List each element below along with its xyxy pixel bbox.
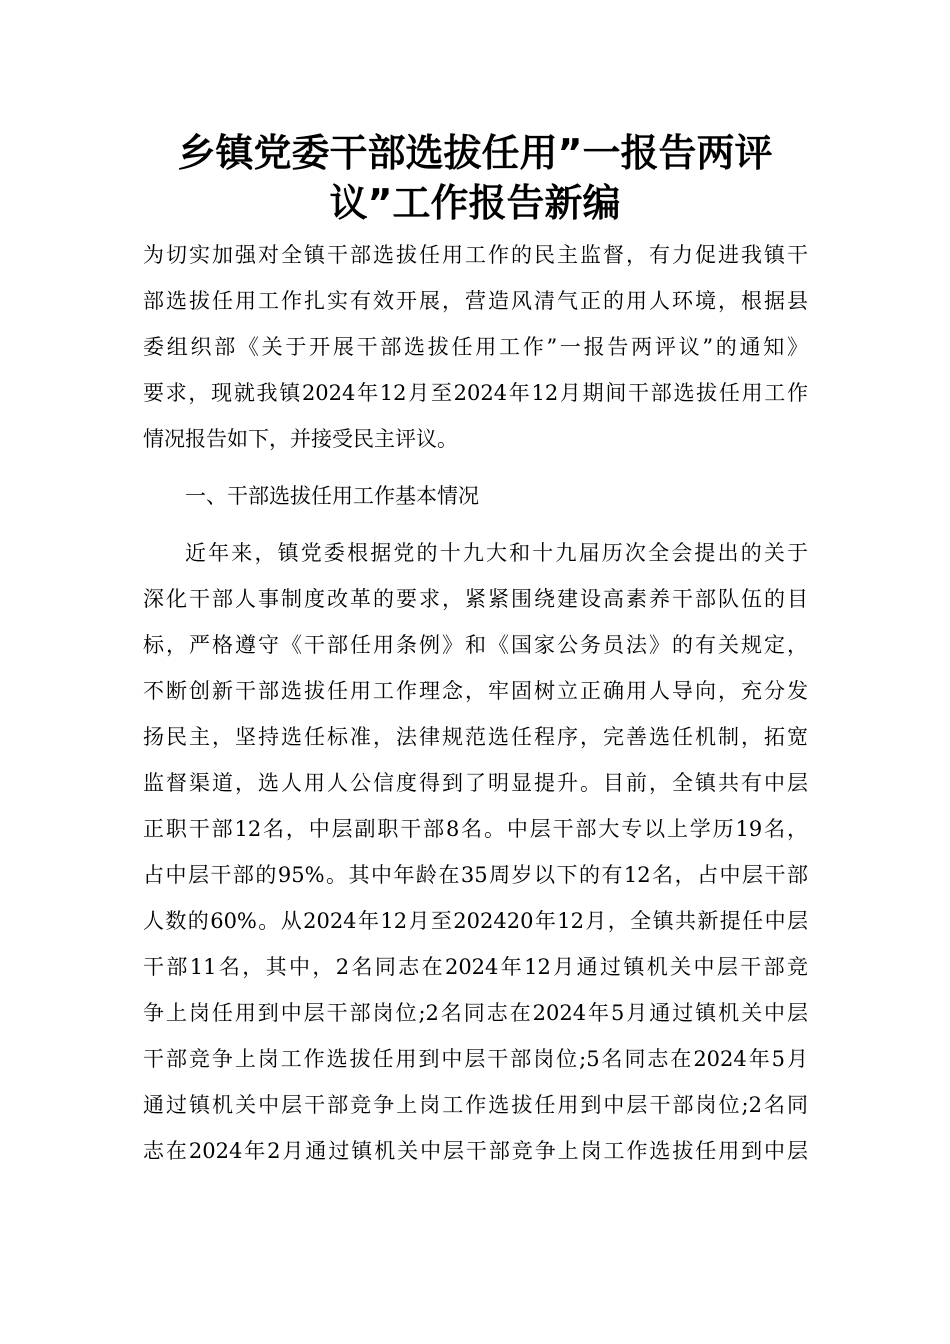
text-line: 深化干部人事制度改革的要求，紧紧围绕建设高素养干部队伍的目 [143,587,808,611]
paragraph-gap [143,462,808,473]
text-line: 正职干部12名，中层副职干部8名。中层干部大专以上学历19名， [143,817,808,841]
text-line: 人数的60%。从2024年12月至202420年12月，全镇共新提任中层 [143,909,808,933]
text-line: 占中层干部的95%。其中年龄在35周岁以下的有12名，占中层干部 [143,863,808,887]
paragraph-gap [143,519,808,530]
text-line: 志在2024年2月通过镇机关中层干部竞争上岗工作选拔任用到中层 [143,1139,808,1163]
text-line: 争上岗任用到中层干部岗位;2名同志在2024年5月通过镇机关中层 [143,1001,808,1025]
text-line: 扬民主，坚持选任标准，法律规范选任程序，完善选任机制，拓宽 [143,725,808,749]
text-line: 部选拔任用工作扎实有效开展，营造风清气正的用人环境，根据县 [143,289,808,313]
paragraph-basic-situation [143,530,808,1174]
title-line: 议”工作报告新编 [329,181,621,225]
document-title [100,128,850,228]
text-line: 干部11名，其中，2名同志在2024年12月通过镇机关中层干部竞 [143,955,808,979]
text-line: 干部竞争上岗工作选拔任用到中层干部岗位;5名同志在2024年5月 [143,1047,808,1071]
text-line: 不断创新干部选拔任用工作理念，牢固树立正确用人导向，充分发 [143,679,808,703]
section-heading: 一、干部选拔任用工作基本情况 [185,484,479,508]
text-line: 委组织部《关于开展干部选拔任用工作”一报告两评议”的通知》 [143,335,808,359]
text-line: 标，严格遵守《干部任用条例》和《国家公务员法》的有关规定， [143,633,808,657]
text-line: 为切实加强对全镇干部选拔任用工作的民主监督，有力促进我镇干 [143,243,808,267]
text-line: 近年来，镇党委根据党的十九大和十九届历次全会提出的关于 [185,541,808,565]
text-line: 要求，现就我镇2024年12月至2024年12月期间干部选拔任用工作 [143,381,808,405]
text-line: 情况报告如下，并接受民主评议。 [143,427,458,451]
document-body [143,232,808,1174]
title-line: 乡镇党委干部选拔任用”一报告两评 [177,131,773,175]
paragraph-intro [143,232,808,462]
text-line: 通过镇机关中层干部竞争上岗工作选拔任用到中层干部岗位;2名同 [143,1093,808,1117]
text-line: 监督渠道，选人用人公信度得到了明显提升。目前，全镇共有中层 [143,771,808,795]
